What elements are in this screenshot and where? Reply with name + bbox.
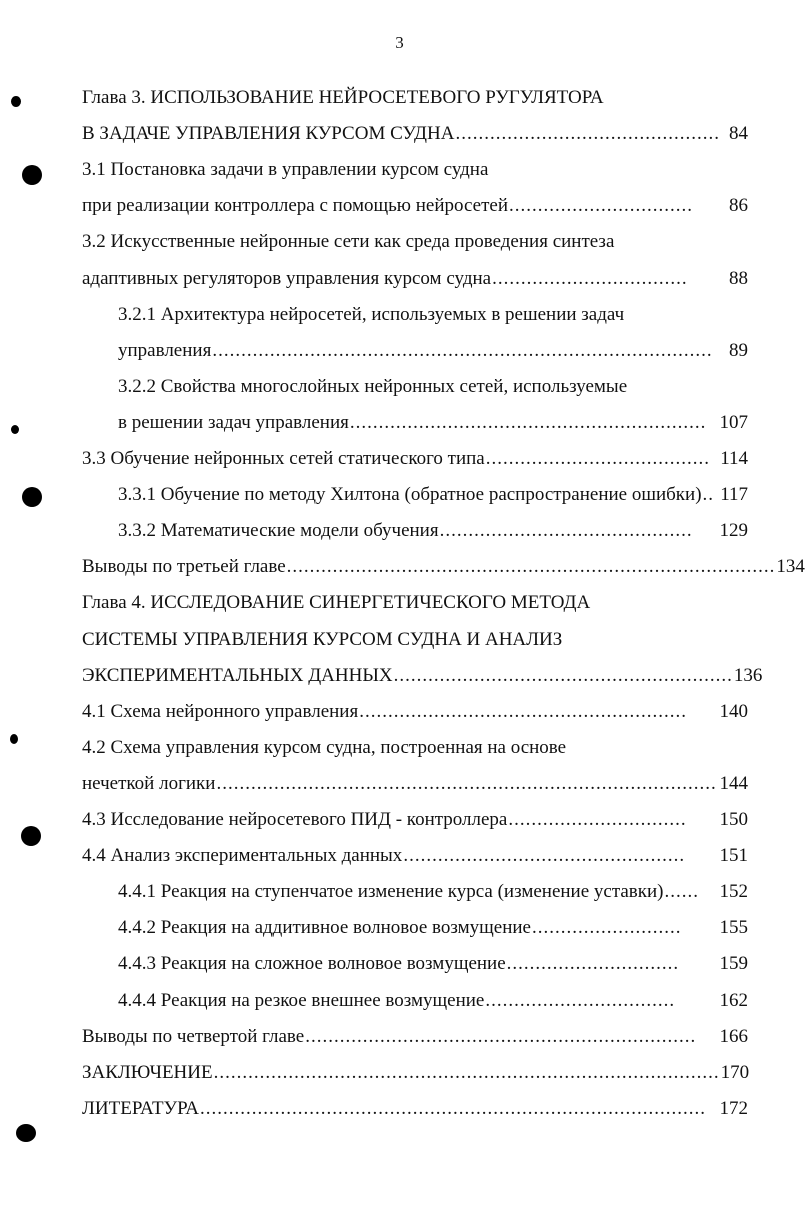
toc-entry-row [118, 913, 748, 943]
toc-dot-leader: .......................... [531, 917, 682, 939]
toc-page-number: 84 [729, 123, 748, 145]
toc-dot-leader: ........................................................................................ [213, 1061, 720, 1083]
toc-dot-leader: ................................................. [403, 845, 686, 867]
toc-dot-leader: ......................................................... [359, 700, 687, 722]
toc-entry [118, 300, 748, 330]
toc-entry-row [82, 1058, 748, 1088]
toc-dot-leader: ............................... [508, 809, 687, 830]
toc-entry [118, 516, 748, 546]
toc-entry-row [118, 516, 748, 546]
toc-entry [82, 552, 805, 582]
toc-page-number: 144 [719, 772, 748, 794]
binder-hole-mark [11, 425, 19, 434]
toc-entry-row [82, 661, 763, 691]
toc-dot-leader: ............................................ [439, 520, 693, 542]
toc-page-number: 151 [719, 845, 748, 867]
toc-page-number: 86 [729, 195, 748, 217]
toc-entry-row [118, 336, 748, 366]
binder-hole-mark [22, 165, 42, 185]
toc-entry-title: Глава 3. ИСПОЛЬЗОВАНИЕ НЕЙРОСЕТЕВОГО РУГУЛЯТОРА [82, 87, 604, 108]
toc-entry-title: нечеткой логики [82, 772, 216, 794]
toc-page-number: 172 [719, 1097, 748, 1119]
toc-entry-title: 3.2.1 Архитектура нейросетей, используемых в решении задач [118, 303, 625, 325]
toc-entry-title: адаптивных регуляторов управления курсом судна [82, 267, 492, 289]
toc-dot-leader: .................................................................... [305, 1025, 697, 1047]
toc-entry [82, 83, 748, 113]
toc-entry-title: ЗАКЛЮЧЕНИЕ [82, 1061, 213, 1083]
toc-entry [82, 119, 748, 149]
toc-entry-row [118, 986, 748, 1016]
toc-page-number: 107 [719, 411, 748, 433]
toc-dot-leader: ................................. [485, 989, 676, 1011]
toc-dot-leader: .................................. [492, 267, 688, 289]
toc-page-number: 166 [719, 1025, 748, 1047]
page-number: 3 [395, 33, 404, 52]
binder-hole-mark [10, 734, 18, 744]
toc-entry-title: Выводы по третьей главе [82, 556, 286, 578]
toc-entry-row [82, 191, 748, 221]
toc-entry-title: 4.4.4 Реакция на резкое внешнее возмущение [118, 989, 485, 1011]
toc-entry-row [118, 877, 748, 907]
toc-dot-leader: ........................................................... [393, 664, 733, 686]
toc-entry-title: 3.2 Искусственные нейронные сети как среда проведения синтеза [82, 231, 615, 253]
toc-entry [82, 841, 748, 871]
toc-entry-row [118, 480, 748, 510]
toc-entry [82, 227, 748, 257]
toc-dot-leader: ....................................................................................... [216, 772, 717, 794]
toc-page-number: 136 [733, 664, 763, 686]
toc-entry-title: 4.2 Схема управления курсом судна, построенная на основе [82, 736, 567, 758]
toc-entry-title: 4.3 Исследование нейросетевого ПИД - контроллера [82, 809, 508, 830]
toc-entry-title: 4.4 Анализ экспериментальных данных [82, 845, 403, 867]
toc-page-number: 114 [720, 448, 748, 469]
toc-entry-title: В ЗАДАЧЕ УПРАВЛЕНИЯ КУРСОМ СУДНА [82, 123, 455, 145]
toc-entry-row [82, 769, 748, 799]
toc-entry [82, 264, 748, 294]
toc-entry-title: при реализации контроллера с помощью нейросетей [82, 195, 508, 217]
toc-entry [118, 877, 748, 907]
toc-page-number: 89 [729, 339, 748, 361]
toc-entry-row [82, 697, 748, 727]
toc-dot-leader: ...... [664, 881, 699, 903]
binder-hole-mark [16, 1124, 36, 1142]
toc-page-number: 162 [719, 989, 748, 1011]
toc-entry-title: 4.1 Схема нейронного управления [82, 700, 359, 722]
toc-page-number: 88 [729, 267, 748, 289]
toc-entry-row [82, 805, 748, 835]
toc-entry [118, 913, 748, 943]
toc-entry-title: ЛИТЕРАТУРА [82, 1097, 199, 1119]
toc-page-number: 117 [720, 484, 748, 506]
toc-entry [82, 1058, 748, 1088]
toc-entry-row [82, 264, 748, 294]
toc-page-number: 152 [719, 881, 748, 903]
toc-page-number: 155 [719, 917, 748, 939]
toc-entry-title: 3.1 Постановка задачи в управлении курсом судна [82, 159, 489, 181]
toc-entry-title: 3.3.2 Математические модели обучения [118, 520, 439, 542]
toc-page-number: 150 [719, 809, 748, 830]
toc-entry-row [82, 552, 805, 582]
toc-entry [118, 986, 748, 1016]
toc-entry [118, 372, 748, 402]
toc-page-number: 159 [719, 953, 748, 975]
toc-entry-row [118, 408, 748, 438]
toc-entry-row [82, 1022, 748, 1052]
toc-entry [118, 336, 748, 366]
toc-dot-leader: ....................................................................................... [212, 339, 713, 361]
toc-page-number: 129 [719, 520, 748, 542]
toc-entry-row [82, 841, 748, 871]
toc-entry-title: ЭКСПЕРИМЕНТАЛЬНЫХ ДАННЫХ [82, 664, 393, 686]
toc-entry-row [82, 1094, 748, 1124]
toc-entry-title: 4.4.2 Реакция на аддитивное волновое возмущение [118, 917, 531, 939]
toc-dot-leader: .. [702, 484, 715, 506]
toc-entry [118, 949, 748, 979]
toc-entry [82, 769, 748, 799]
toc-entry [82, 697, 748, 727]
toc-entry [118, 480, 748, 510]
toc-page-number: 170 [720, 1061, 750, 1083]
toc-entry [82, 444, 748, 474]
toc-entry [82, 1022, 748, 1052]
toc-entry [82, 588, 748, 618]
toc-entry-title: Выводы по четвертой главе [82, 1025, 305, 1047]
toc-page-number: 134 [776, 556, 805, 578]
toc-entry [82, 733, 748, 763]
toc-entry [82, 155, 748, 185]
toc-entry-row [82, 444, 748, 474]
binder-hole-mark [11, 96, 21, 107]
toc-entry [82, 1094, 748, 1124]
toc-entry-title: управления [118, 339, 212, 361]
toc-dot-leader: ..................................................................................... [286, 556, 776, 578]
toc-dot-leader: .............................................................. [349, 411, 707, 433]
toc-entry-title: 3.3 Обучение нейронных сетей статического типа [82, 448, 485, 469]
toc-entry-title: 4.4.3 Реакция на сложное волновое возмущение [118, 953, 506, 975]
binder-hole-mark [22, 487, 42, 507]
toc-dot-leader: ....................................... [485, 448, 710, 469]
toc-entry-title: СИСТЕМЫ УПРАВЛЕНИЯ КУРСОМ СУДНА И АНАЛИЗ [82, 628, 563, 650]
toc-dot-leader: .............................................. [455, 123, 720, 145]
toc-dot-leader: ................................ [509, 195, 693, 217]
toc-entry [82, 805, 748, 835]
binder-hole-mark [21, 826, 41, 846]
toc-entry-title: 3.2.2 Свойства многослойных нейронных сетей, используемые [118, 375, 628, 397]
toc-dot-leader: ........................................................................................ [199, 1097, 706, 1119]
toc-dot-leader: .............................. [506, 953, 680, 975]
toc-entry-row [82, 119, 748, 149]
toc-entry-title: 3.3.1 Обучение по методу Хилтона (обратное распространение ошибки) [118, 484, 702, 506]
toc-page-number: 140 [719, 700, 748, 722]
toc-entry-title: Глава 4. ИССЛЕДОВАНИЕ СИНЕРГЕТИЧЕСКОГО МЕТОДА [82, 592, 591, 614]
toc-entry-title: 4.4.1 Реакция на ступенчатое изменение курса (изменение уставки) [118, 881, 664, 903]
toc-entry-title: в решении задач управления [118, 411, 349, 433]
toc-entry [82, 191, 748, 221]
toc-entry-row [118, 949, 748, 979]
toc-entry [82, 625, 748, 655]
toc-entry [118, 408, 748, 438]
toc-entry [82, 661, 763, 691]
